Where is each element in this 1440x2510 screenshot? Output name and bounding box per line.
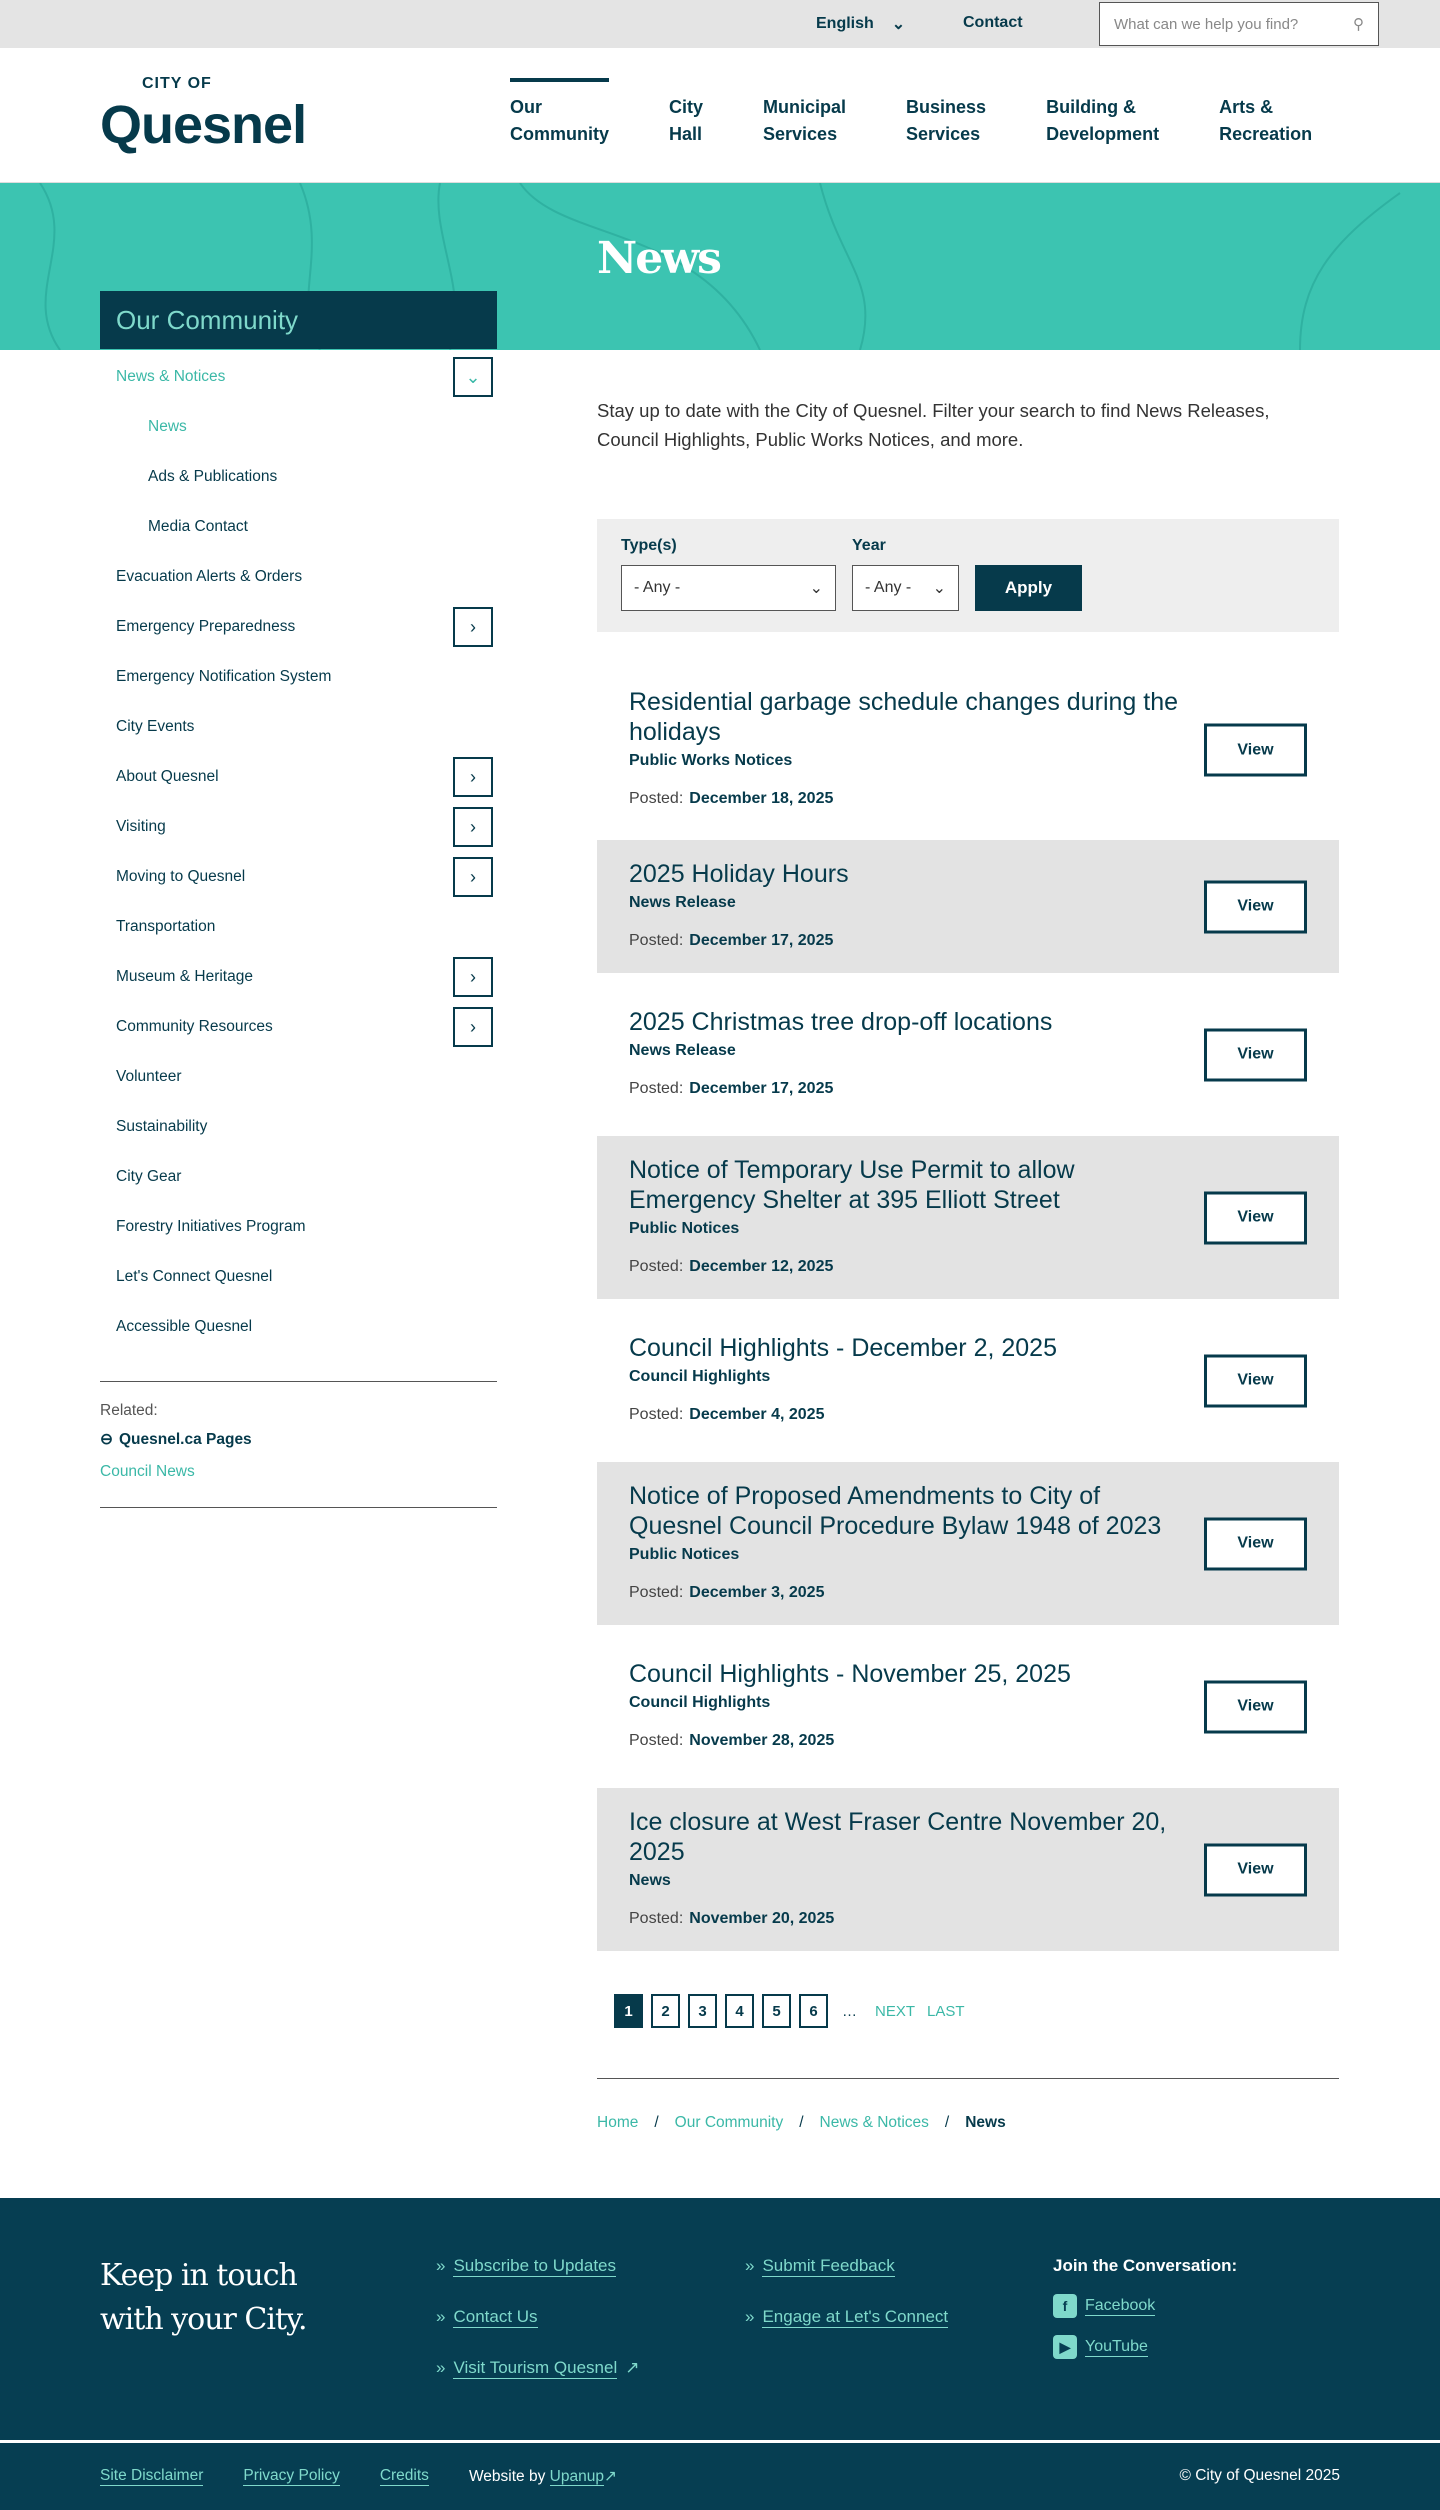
news-title[interactable]: 2025 Christmas tree drop-off locations — [629, 1007, 1053, 1036]
search-icon[interactable]: ⚲ — [1353, 16, 1364, 33]
nav-item[interactable] — [510, 78, 609, 148]
news-title[interactable]: Ice closure at West Fraser Centre November 20, 2025 — [629, 1807, 1167, 1866]
sidebar-item[interactable] — [100, 402, 497, 452]
news-posted — [629, 1583, 1189, 1603]
news-filter — [597, 519, 1339, 632]
page-5-button[interactable]: 5 — [762, 1994, 791, 2028]
sidebar-item[interactable] — [100, 802, 497, 852]
bottom-bar — [0, 2440, 1440, 2510]
breadcrumb-separator: / — [799, 2114, 804, 2131]
news-title[interactable]: Council Highlights - December 2, 2025 — [629, 1333, 1057, 1362]
view-button[interactable]: View — [1204, 1517, 1307, 1570]
news-category: Council Highlights — [629, 1693, 771, 1711]
page-title: News — [597, 233, 720, 284]
year-label: Year — [852, 537, 886, 554]
news-item — [597, 973, 1339, 1136]
posted-label: Posted: — [629, 790, 684, 807]
sidebar-item-label[interactable]: City Events — [116, 718, 195, 735]
news-title[interactable]: 2025 Holiday Hours — [629, 859, 849, 888]
sidebar-item-label[interactable]: Transportation — [116, 918, 216, 935]
news-posted — [629, 1079, 1189, 1099]
double-chevron-icon: » — [436, 2358, 446, 2377]
sidebar-item[interactable] — [100, 852, 497, 902]
nav-item[interactable] — [1046, 78, 1159, 148]
double-chevron-icon: » — [436, 2307, 446, 2326]
sidebar-item[interactable] — [100, 952, 497, 1002]
news-text — [629, 1481, 1189, 1603]
news-posted — [629, 931, 1189, 951]
apply-button[interactable]: Apply — [975, 565, 1082, 611]
sidebar-item[interactable] — [100, 902, 497, 952]
chevron-right-icon[interactable]: › — [453, 607, 493, 647]
sidebar-item[interactable] — [100, 1302, 497, 1352]
news-category: Public Notices — [629, 1219, 740, 1237]
tagline-line: Keep in touch — [100, 2258, 297, 2293]
related-section — [100, 1381, 497, 1508]
footer-tagline — [100, 2254, 307, 2342]
join-heading: Join the Conversation: — [1053, 2256, 1238, 2275]
sidebar-item-label[interactable]: Emergency Notification System — [116, 668, 332, 685]
chevron-down-icon[interactable]: ⌄ — [453, 357, 493, 397]
pager-ellipsis: … — [842, 2002, 857, 2020]
last-page-link[interactable]: LAST — [927, 2002, 965, 2020]
news-list — [597, 660, 1339, 1951]
news-text — [629, 1659, 1189, 1751]
sidebar-item-label[interactable]: Sustainability — [116, 1118, 208, 1135]
related-label: Related: — [100, 1402, 158, 1419]
sidebar-item[interactable] — [100, 1002, 497, 1052]
view-button[interactable]: View — [1204, 1028, 1307, 1081]
nav-label: Recreation — [1219, 124, 1313, 144]
site-disclaimer-link[interactable]: Site Disclaimer — [100, 2467, 204, 2484]
news-title[interactable]: Council Highlights - November 25, 2025 — [629, 1659, 1071, 1688]
logo-city-of: CITY OF — [142, 75, 212, 92]
breadcrumb-link[interactable]: Our Community — [674, 2114, 784, 2131]
news-category: Public Works Notices — [629, 752, 793, 769]
site-header — [0, 48, 1440, 183]
news-item — [597, 1462, 1339, 1625]
posted-label: Posted: — [629, 1405, 684, 1423]
posted-date: December 3, 2025 — [689, 1583, 825, 1601]
sidebar-item[interactable] — [100, 652, 497, 702]
sidebar-item-label[interactable]: Volunteer — [116, 1068, 182, 1085]
news-title[interactable]: Notice of Temporary Use Permit to allow Emergency Shelter at 395 Elliott Street — [629, 1155, 1075, 1214]
credits-link[interactable]: Credits — [379, 2467, 429, 2484]
news-item — [597, 1625, 1339, 1788]
posted-date: December 18, 2025 — [689, 790, 834, 807]
sidebar-item[interactable] — [100, 752, 497, 802]
view-button[interactable]: View — [1204, 1680, 1307, 1733]
facebook-icon: f — [1053, 2294, 1077, 2318]
pagination — [614, 1994, 1339, 2028]
news-title[interactable]: Notice of Proposed Amendments to City of Quesnel Council Procedure Bylaw 1948 of 2023 — [629, 1481, 1162, 1540]
sidebar-item-label[interactable]: Accessible Quesnel — [116, 1318, 253, 1335]
news-title[interactable]: Residential garbage schedule changes during the holidays — [629, 688, 1178, 746]
news-category: Public Notices — [629, 1545, 740, 1563]
language-label: English — [816, 15, 874, 32]
sidebar-item[interactable] — [100, 1202, 497, 1252]
sidebar-item[interactable] — [100, 702, 497, 752]
news-posted — [629, 789, 1189, 809]
nav-label: Development — [1046, 124, 1160, 144]
youtube-label: YouTube — [1085, 2337, 1148, 2355]
search-input[interactable] — [1099, 2, 1379, 46]
posted-label: Posted: — [629, 931, 684, 949]
sidebar-item[interactable] — [100, 1052, 497, 1102]
logo-name: Quesnel — [100, 95, 307, 155]
view-button[interactable]: View — [1204, 1843, 1307, 1896]
page-3-button[interactable]: 3 — [688, 1994, 717, 2028]
nav-label: Hall — [669, 124, 703, 144]
sidebar-item[interactable] — [100, 552, 497, 602]
sidebar-item-label[interactable]: Forestry Initiatives Program — [116, 1218, 306, 1235]
breadcrumb-link[interactable]: News & Notices — [819, 2114, 929, 2131]
page-2-button[interactable]: 2 — [651, 1994, 680, 2028]
news-item — [597, 1136, 1339, 1299]
youtube-icon: ▶ — [1053, 2335, 1077, 2359]
sidebar-item-label[interactable]: Evacuation Alerts & Orders — [116, 568, 303, 585]
posted-date: December 17, 2025 — [689, 931, 834, 949]
posted-date: November 20, 2025 — [689, 1909, 835, 1927]
news-text — [629, 1155, 1189, 1277]
news-text — [629, 859, 1189, 951]
nav-label: Building & — [1046, 97, 1137, 117]
news-posted — [629, 1731, 1189, 1751]
news-item — [597, 840, 1339, 973]
view-button[interactable]: View — [1204, 1191, 1307, 1244]
breadcrumb-link[interactable]: Home — [597, 2114, 639, 2131]
sidebar-item-label[interactable]: News & Notices — [116, 368, 226, 385]
facebook-link[interactable] — [1053, 2294, 1155, 2318]
sidebar-nav — [100, 352, 497, 1352]
sidebar-item-label[interactable]: News — [148, 418, 187, 435]
sidebar-item-label[interactable]: Community Resources — [116, 1018, 273, 1035]
privacy-policy-link[interactable]: Privacy Policy — [243, 2467, 340, 2484]
breadcrumb-separator: / — [654, 2114, 659, 2131]
news-text — [629, 1333, 1189, 1425]
footer — [0, 2198, 1440, 2440]
main-nav — [510, 78, 1312, 148]
view-button[interactable]: View — [1204, 1354, 1307, 1407]
nav-label: Our — [510, 97, 543, 117]
news-category: News — [629, 1871, 671, 1889]
language-selector[interactable] — [816, 14, 905, 34]
contact-us-link[interactable] — [436, 2307, 538, 2328]
next-page-link[interactable]: NEXT — [875, 2002, 916, 2020]
double-chevron-icon: » — [745, 2307, 755, 2326]
news-item — [597, 1299, 1339, 1462]
youtube-link[interactable] — [1053, 2335, 1148, 2359]
sidebar-item[interactable] — [100, 602, 497, 652]
posted-label: Posted: — [629, 1079, 684, 1097]
breadcrumb-separator: / — [944, 2114, 950, 2131]
link-label: Subscribe to Updates — [453, 2256, 617, 2275]
nav-label: Services — [763, 124, 838, 144]
intro-text: Stay up to date with the City of Quesnel. Filter your search to find News Releases, Council Highlights, Public Works Notices, and more. — [597, 400, 1270, 450]
sidebar-item-label[interactable]: About Quesnel — [116, 768, 219, 785]
subscribe-link[interactable] — [436, 2256, 616, 2277]
sidebar-item-label[interactable]: Moving to Quesnel — [116, 868, 246, 885]
council-news-link[interactable]: Council News — [100, 1463, 195, 1480]
page-1-button[interactable]: 1 — [614, 1994, 643, 2028]
chevron-down-icon: ⌄ — [809, 580, 823, 597]
year-value: - Any - — [865, 579, 912, 596]
chevron-right-icon[interactable]: › — [453, 807, 493, 847]
contact-link[interactable]: Contact — [963, 14, 1023, 31]
posted-label: Posted: — [629, 1909, 684, 1927]
sidebar-item[interactable] — [100, 452, 497, 502]
related-group-toggle[interactable] — [100, 1430, 497, 1449]
chevron-right-icon[interactable]: › — [453, 957, 493, 997]
sidebar-item-label[interactable]: Let's Connect Quesnel — [116, 1268, 273, 1285]
double-chevron-icon: » — [436, 2256, 446, 2275]
sidebar-item[interactable] — [100, 352, 497, 402]
sidebar-item[interactable] — [100, 502, 497, 552]
chevron-down-icon: ⌄ — [932, 580, 946, 597]
nav-item[interactable] — [763, 78, 846, 148]
news-category: News Release — [629, 893, 736, 911]
chevron-right-icon[interactable]: › — [453, 857, 493, 897]
posted-label: Posted: — [629, 1257, 684, 1275]
chevron-down-icon: ⌄ — [891, 16, 906, 33]
sidebar-item[interactable] — [100, 1252, 497, 1302]
news-text — [629, 687, 1189, 809]
related-group-label: Quesnel.ca Pages — [119, 1430, 252, 1448]
page-4-button[interactable]: 4 — [725, 1994, 754, 2028]
posted-date: December 12, 2025 — [689, 1257, 834, 1275]
chevron-right-icon[interactable]: › — [453, 757, 493, 797]
double-chevron-icon: » — [745, 2256, 755, 2275]
sidebar-item-label[interactable]: Emergency Preparedness — [116, 618, 296, 635]
sidebar-item-label[interactable]: Ads & Publications — [148, 468, 278, 485]
types-select[interactable] — [621, 565, 836, 611]
facebook-label: Facebook — [1085, 2296, 1156, 2314]
link-label: Engage at Let's Connect — [762, 2307, 949, 2326]
nav-label: Business — [906, 97, 987, 117]
main-column — [597, 660, 1339, 2132]
copyright: © City of Quesnel 2025 — [1179, 2467, 1340, 2484]
nav-item[interactable] — [1219, 78, 1312, 148]
website-by-label: Website by — [468, 2468, 546, 2485]
posted-date: November 28, 2025 — [689, 1731, 835, 1749]
sidebar-item-label[interactable]: Museum & Heritage — [116, 968, 253, 985]
breadcrumb — [597, 2078, 1339, 2132]
nav-label: Community — [510, 124, 609, 144]
news-posted — [629, 1909, 1189, 1929]
utility-bar — [0, 0, 1440, 48]
news-posted — [629, 1257, 1189, 1277]
sidebar-item-label[interactable]: Visiting — [116, 818, 166, 835]
breadcrumb-current: News — [965, 2114, 1006, 2131]
news-posted — [629, 1405, 1189, 1425]
nav-label: Services — [906, 124, 981, 144]
link-label: Submit Feedback — [762, 2256, 895, 2275]
search-placeholder: What can we help you find? — [1114, 15, 1299, 33]
sidebar-item-label[interactable]: City Gear — [116, 1168, 182, 1185]
feedback-link[interactable] — [745, 2256, 895, 2277]
types-label: Type(s) — [621, 537, 677, 554]
posted-label: Posted: — [629, 1583, 684, 1601]
posted-date: December 17, 2025 — [689, 1079, 834, 1097]
website-by — [469, 2467, 617, 2486]
view-button[interactable]: View — [1204, 880, 1307, 933]
upanup-link[interactable]: Upanup — [549, 2468, 604, 2485]
external-link-icon: ↗ — [625, 2358, 640, 2377]
page-6-button[interactable]: 6 — [799, 1994, 828, 2028]
link-label: Visit Tourism Quesnel — [453, 2358, 618, 2377]
lets-connect-link[interactable] — [745, 2307, 948, 2328]
news-item — [597, 1788, 1339, 1951]
posted-label: Posted: — [629, 1731, 684, 1749]
chevron-right-icon[interactable]: › — [453, 1007, 493, 1047]
news-category: Council Highlights — [629, 1367, 771, 1385]
nav-label: City — [669, 97, 704, 117]
nav-item[interactable] — [906, 78, 986, 148]
sidebar-item-label[interactable]: Media Contact — [148, 518, 248, 535]
posted-date: December 4, 2025 — [689, 1405, 825, 1423]
nav-item[interactable] — [669, 78, 703, 148]
sidebar-title: Our Community — [100, 291, 497, 349]
news-text — [629, 1007, 1189, 1099]
news-item — [597, 660, 1339, 840]
logo[interactable] — [100, 74, 306, 156]
sidebar-item[interactable] — [100, 1152, 497, 1202]
sidebar-item[interactable] — [100, 1102, 497, 1152]
nav-label: Municipal — [763, 97, 847, 117]
external-link-icon: ↗ — [603, 2468, 617, 2485]
link-label: Contact Us — [453, 2307, 538, 2326]
types-value: - Any - — [634, 579, 681, 596]
year-select[interactable] — [852, 565, 959, 611]
news-text — [629, 1807, 1189, 1929]
tourism-link[interactable] — [436, 2358, 640, 2379]
nav-label: Arts & — [1219, 97, 1274, 117]
view-button[interactable]: View — [1204, 724, 1307, 777]
collapse-icon: ⊖ — [100, 1431, 113, 1448]
tagline-line: with your City. — [100, 2302, 307, 2337]
news-category: News Release — [629, 1041, 736, 1059]
